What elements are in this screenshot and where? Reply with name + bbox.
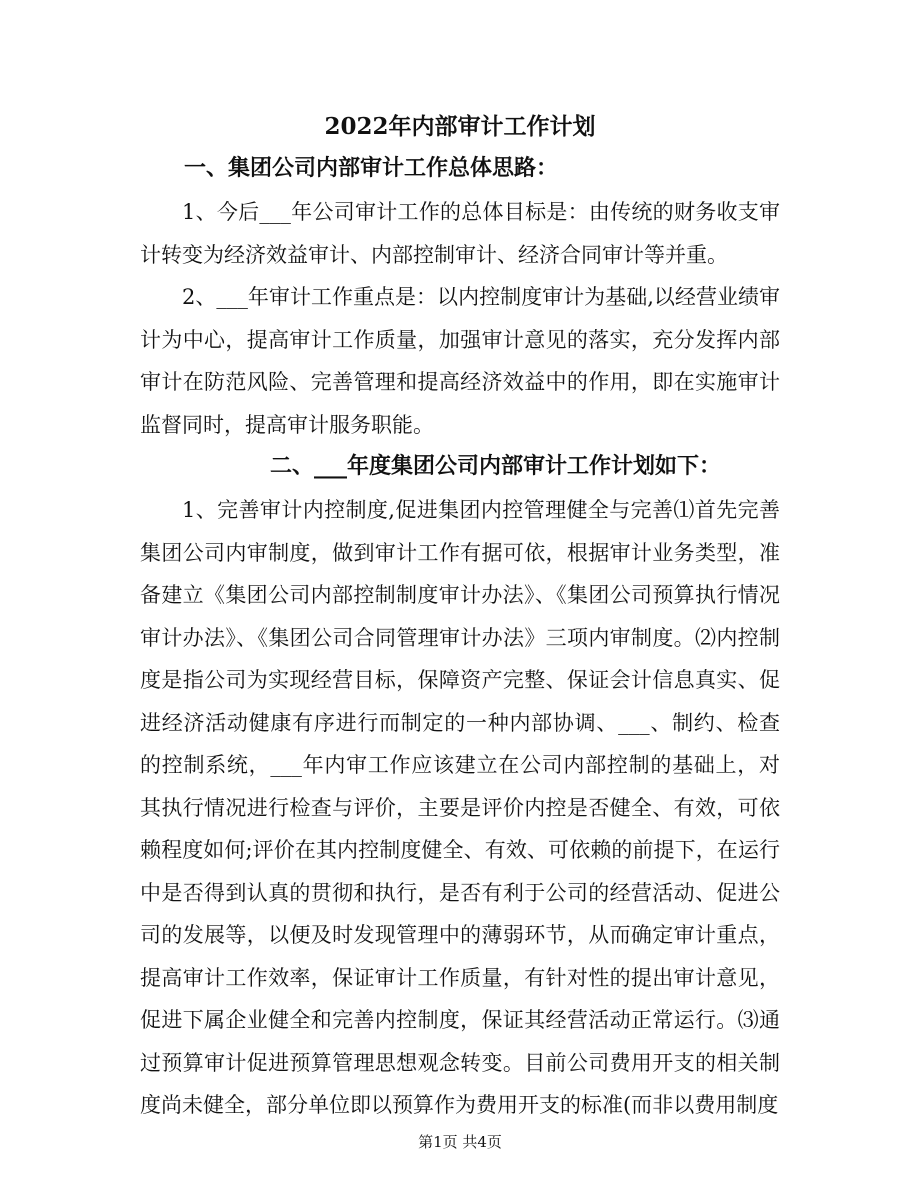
paragraph-1: 1、今后___年公司审计工作的总体目标是：由传统的财务收支审计转变为经济效益审计、内部控制审计、经济合同审计等并重。: [140, 200, 780, 267]
paragraph-2: 2、___年审计工作重点是：以内控制度审计为基础,以经营业绩审计为中心，提高审计工作质量，加强审计意见的落实，充分发挥内部审计在防范风险、完善管理和提高经济效益中的作用，即在实施审计监督同时，提高审计服务职能。: [140, 285, 780, 437]
paragraph-3: 1、完善审计内控制度,促进集团内控管理健全与完善⑴首先完善集团公司内审制度，做到审计工作有据可依，根据审计业务类型，准备建立《集团公司内部控制制度审计办法》、《集团公司预算执行情况审计办法》、《集团公司合同管理审计办法》三项内审制度。⑵内控制度是指公司为实现经营目标，保障资产完整、保证会计信息真实、促进经济活动健康有序进行而制定的一种内部协调、___、制约、检查的控制系统，___年内审工作应该建立在公司内部控制的基础上，对其执行情况进行检查与评价，主要是评价内控是否健全、有效，可依赖程度如何;评价在其内控制度健全、有效、可依赖的前提下，在运行中是否得到认真的贯彻和执行，是否有利于公司的经营活动、促进公司的发展等，以便及时发现管理中的薄弱环节，从而确定审计重点，提高审计工作效率，保证审计工作质量，有针对性的提出审计意见，促进下属企业健全和完善内控制度，保证其经营活动正常运行。⑶通过预算审计促进预算管理思想观念转变。目前公司费用开支的相关制度尚未健全，部分单位即以预算作为费用开支的标准(而非以费用制度: [140, 498, 780, 1117]
section-heading-1: 一、集团公司内部审计工作总体思路：: [184, 155, 559, 181]
section-heading-2: 二、___年度集团公司内部审计工作计划如下：: [270, 453, 722, 479]
page-number-footer: 第1页 共4页: [418, 1133, 502, 1151]
document-title: 2022年内部审计工作计划: [324, 113, 596, 140]
